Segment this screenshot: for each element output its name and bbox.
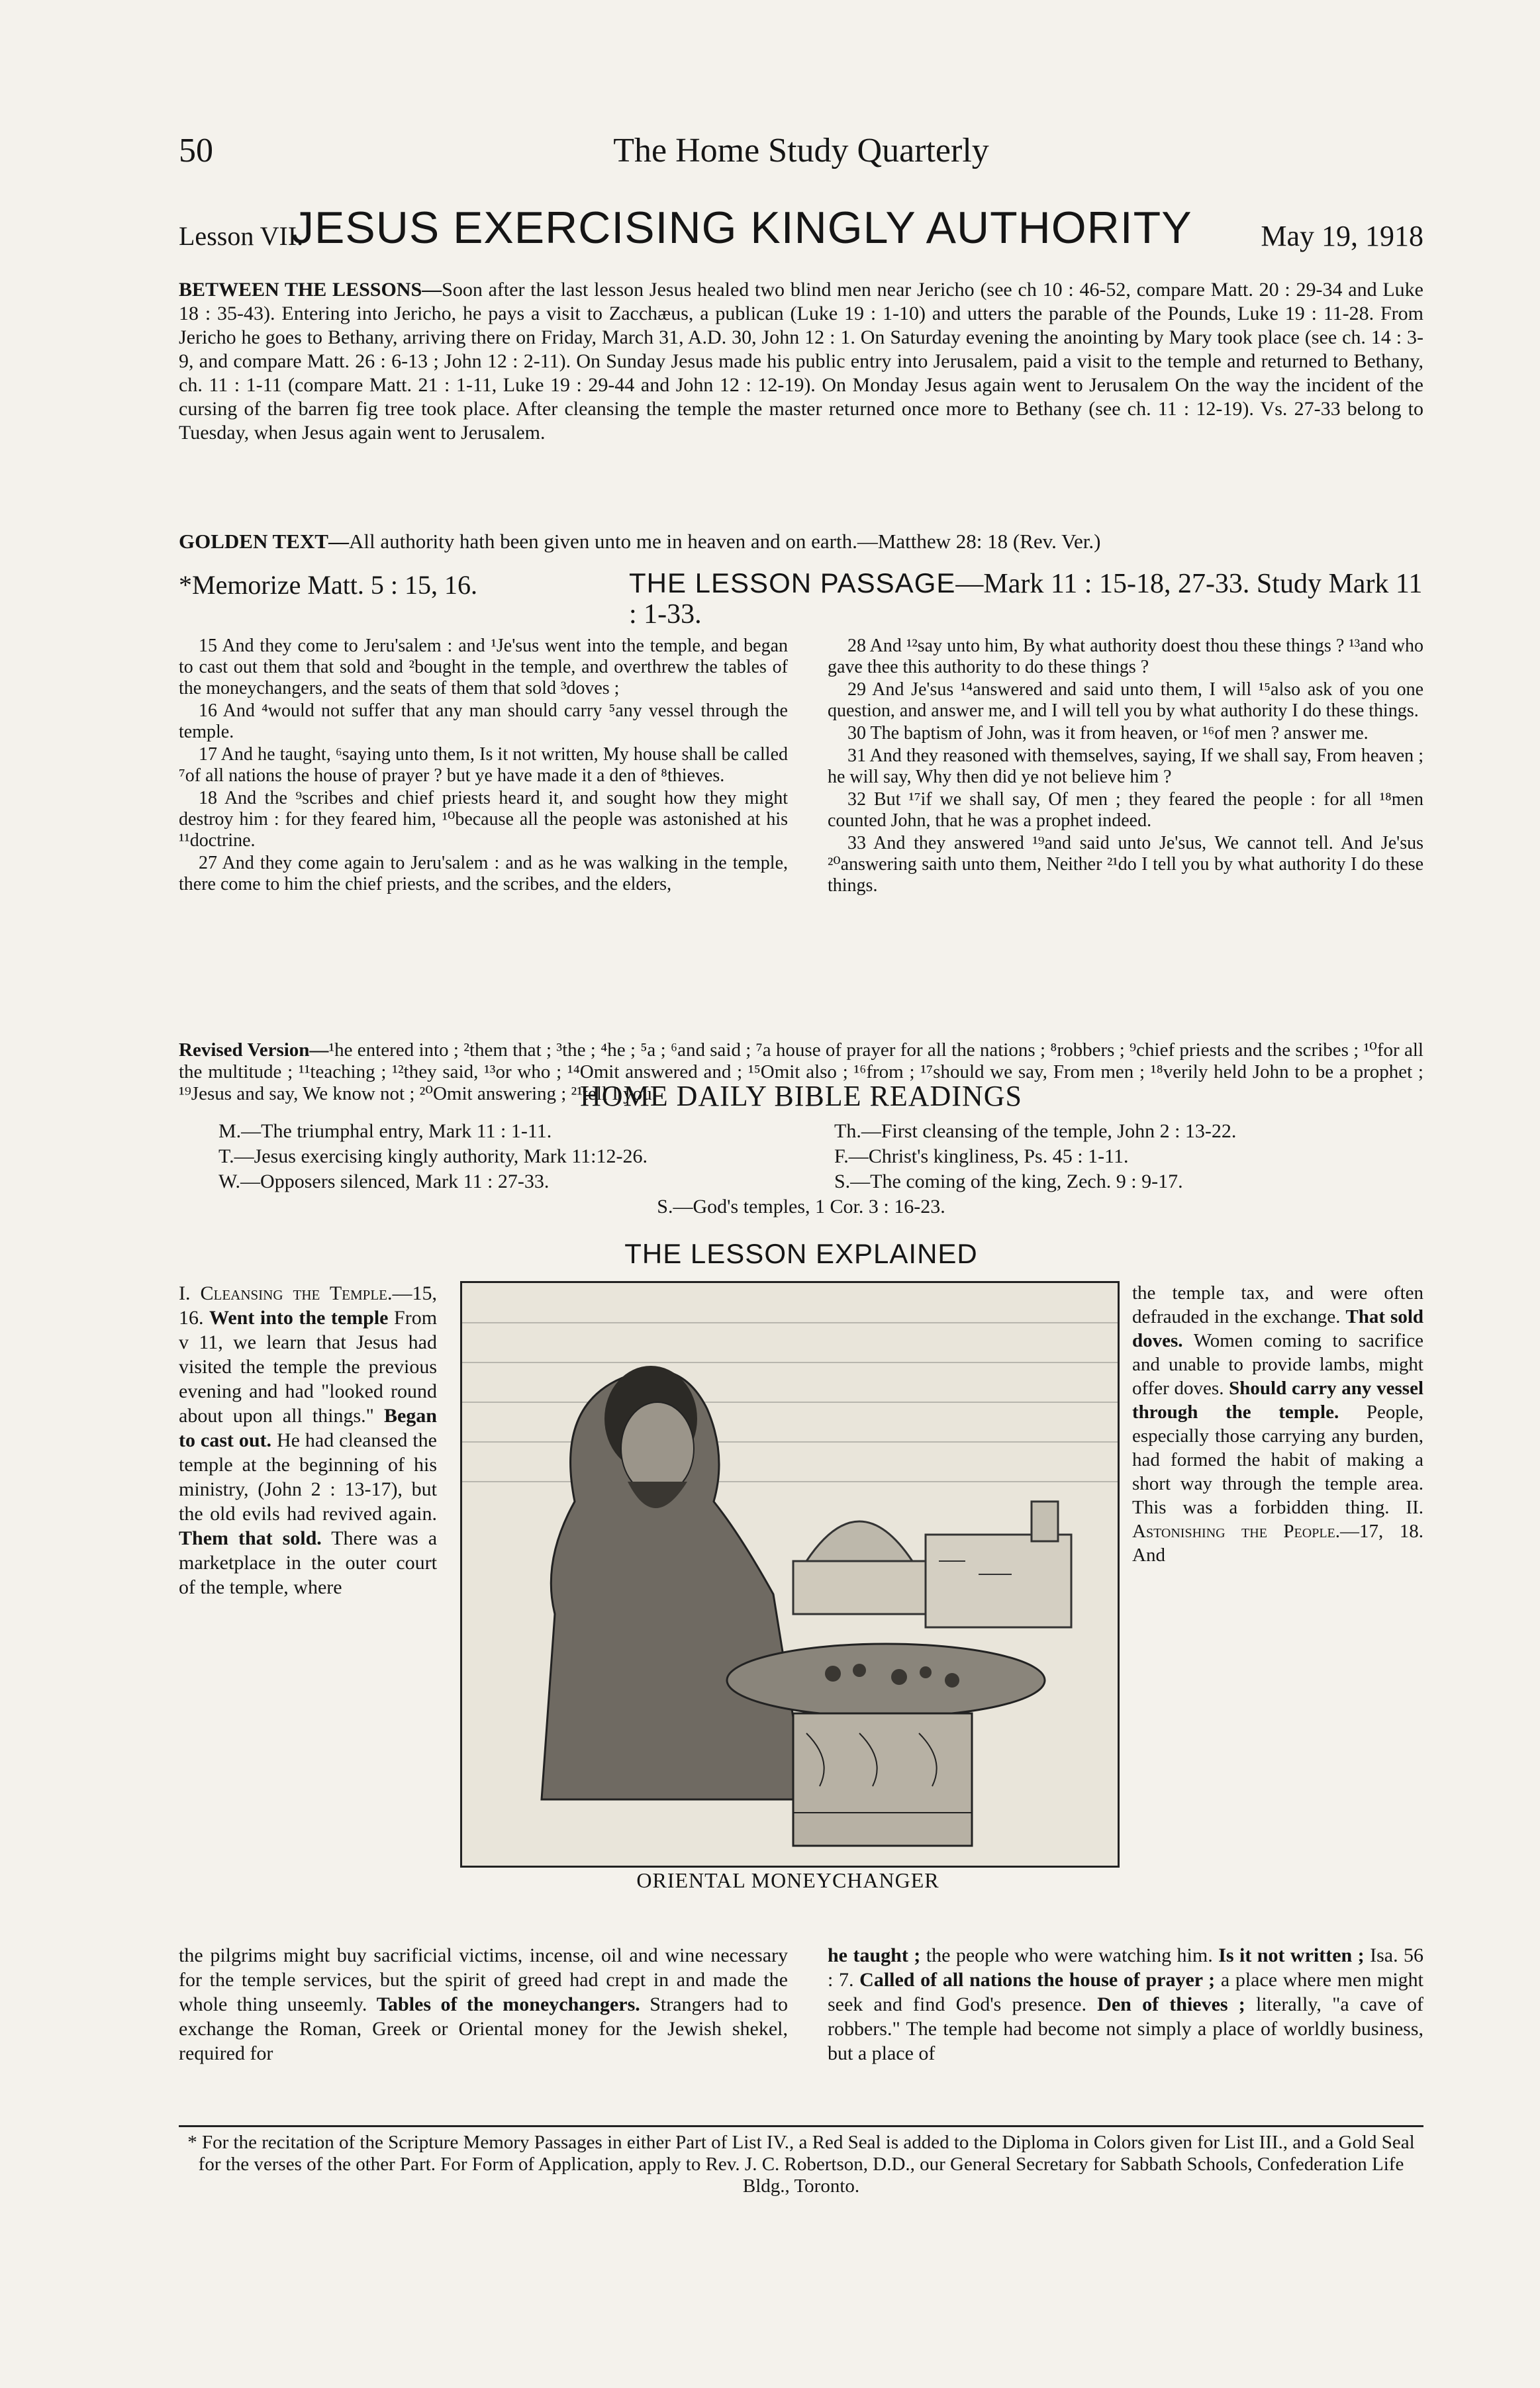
lesson-number: Lesson VII. <box>179 221 304 251</box>
memorize-note: *Memorize Matt. 5 : 15, 16. <box>179 570 478 600</box>
comment-text: literally, "a cave of robbers." The temple had become not simply a place of worldly business, but a place of <box>828 1993 1423 2064</box>
reading-monday: M.—The triumphal entry, Mark 11 : 1-11. <box>218 1120 552 1142</box>
running-head <box>179 126 1423 179</box>
explained-lower-right <box>828 1943 1423 2066</box>
lesson-date: May 19, 1918 <box>1261 220 1423 252</box>
comment-text: And <box>1132 1545 1165 1566</box>
golden-body: All authority hath been given unto me in heaven and on earth.—Matthew 28: 18 (Rev. Ver.) <box>348 530 1101 553</box>
comment-text: a place where men might seek and find God's presence. <box>828 1969 1423 2015</box>
reading-sunday: S.—God's temples, 1 Cor. 3 : 16-23. <box>657 1196 945 1218</box>
verse: 33 And they answered ¹⁹and said unto Je'sus, We cannot tell. And Je'sus ²⁰answering saith unto them, Neither ²¹do I tell you by what authority I do these things. <box>828 833 1423 896</box>
passage-caps: THE LESSON PASSAGE <box>629 567 956 598</box>
comment-keyword: Began to cast out. <box>179 1405 437 1451</box>
comment-keyword: Den of thieves ; <box>1097 1993 1245 2015</box>
lesson-heading <box>179 202 1423 262</box>
passage-reference: —Mark 11 : 15-18, 27-33. Study Mark 11 : 1-33. <box>629 569 1423 630</box>
verse: 27 And they come again to Jeru'salem : and as he was walking in the temple, there come to him the chief priests, and the scribes, and the elders, <box>179 853 788 894</box>
comment-text: Isa. 56 : 7. <box>828 1944 1424 1991</box>
section-heading: II. Astonishing the People.—17, 18. <box>1132 1497 1423 1542</box>
comment-text: Women coming to sacrifice and unable to provide lambs, might offer doves. <box>1132 1330 1423 1399</box>
comment-keyword: That sold doves. <box>1132 1306 1423 1351</box>
explained-lower-left <box>179 1943 788 2066</box>
comment-keyword: Is it not written ; <box>1218 1944 1365 1966</box>
golden-text <box>179 530 1423 553</box>
comment-keyword: Called of all nations the house of prayer ; <box>859 1969 1216 1991</box>
explained-left-column <box>179 1281 437 1600</box>
verse: 31 And they reasoned with themselves, saying, If we shall say, From heaven ; he will say, Why then did ye not believe him ? <box>828 745 1423 787</box>
readings-title: HOME DAILY BIBLE READINGS <box>580 1080 1022 1112</box>
verse: 32 But ¹⁷if we shall say, Of men ; they feared the people : for all ¹⁸men counted John, that he was a prophet indeed. <box>828 789 1423 831</box>
page-number: 50 <box>179 132 213 169</box>
reading-wednesday: W.—Opposers silenced, Mark 11 : 27-33. <box>218 1170 550 1192</box>
comment-keyword: he taught ; <box>828 1944 921 1966</box>
engraving-image <box>462 1283 1118 1866</box>
comment-text: People, especially those carrying any burden, had formed the habit of making a short way through the temple area. This was a forbidden thing. <box>1132 1402 1423 1518</box>
between-the-lessons <box>179 278 1423 445</box>
revised-lead: Revised Version— <box>179 1039 329 1061</box>
verse: 30 The baptism of John, was it from heaven, or ¹⁶of men ? answer me. <box>847 723 1369 743</box>
between-lead: BETWEEN THE LESSONS— <box>179 279 442 301</box>
verse: 15 And they come to Jeru'salem : and ¹Je'sus went into the temple, and began to cast out them that sold and ²bought in the temple, and overthrew the tables of the moneychangers, and the seats of them that sold ³doves ; <box>179 636 788 698</box>
verses-left-column <box>179 636 788 896</box>
reading-friday: F.—Christ's kingliness, Ps. 45 : 1-11. <box>834 1145 1129 1167</box>
lesson-explained-title: THE LESSON EXPLAINED <box>624 1238 978 1269</box>
verse: 16 And ⁴would not suffer that any man should carry ⁵any vessel through the temple. <box>179 700 788 742</box>
verse: 28 And ¹²say unto him, By what authority doest thou these things ? ¹³and who gave thee this authority to do these things ? <box>828 636 1423 677</box>
footnote-rule <box>179 2125 1423 2127</box>
explained-right-column <box>1132 1281 1423 1567</box>
reading-saturday: S.—The coming of the king, Zech. 9 : 9-17. <box>834 1170 1183 1192</box>
verse: 18 And the ⁹scribes and chief priests heard it, and sought how they might destroy him : for they feared him, ¹⁰because all the people was astonished at his ¹¹doctrine. <box>179 788 788 851</box>
comment-text: Strangers had to exchange the Roman, Greek or Oriental money for the Jewish shekel, required for <box>179 1993 788 2064</box>
verse: 29 And Je'sus ¹⁴answered and said unto them, I will ¹⁵also ask of you one question, and answer me, and I will tell you by what authority I do these things. <box>828 679 1423 721</box>
comment-text: the temple tax, and were often defrauded in the exchange. <box>1132 1282 1423 1327</box>
verses-right-column <box>828 636 1423 898</box>
comment-text: He had cleansed the temple at the beginning of his ministry, (John 2 : 13-17), but the old evils had revived again. <box>179 1429 437 1525</box>
section-heading: I. Cleansing the Temple.—15, 16. <box>179 1282 437 1329</box>
footnote: * For the recitation of the Scripture Memory Passages in either Part of List IV., a Red Seal is added to the Diploma in Colors given for List III., and a Gold Seal for the verses of the other Part. For Form of Application, apply to Rev. J. C. Robertson, D.D., our General Secretary for Sabbath Schools, Confederation Life Bldg., Toronto. <box>187 2132 1415 2197</box>
figure-caption: ORIENTAL MONEYCHANGER <box>636 1868 939 1892</box>
reading-thursday: Th.—First cleansing of the temple, John 2 : 13-22. <box>834 1120 1237 1142</box>
moneychanger-illustration <box>460 1281 1120 1868</box>
reading-tuesday: T.—Jesus exercising kingly authority, Mark 11:12-26. <box>218 1145 648 1167</box>
comment-keyword: Went into the temple <box>209 1307 389 1329</box>
comment-text: From v 11, we learn that Jesus had visited the temple the previous evening and had "looked round about upon all things." <box>179 1307 438 1427</box>
lesson-title: JESUS EXERCISING KINGLY AUTHORITY <box>291 203 1192 253</box>
golden-lead: GOLDEN TEXT— <box>179 530 349 553</box>
revised-text: ¹he entered into ; ²them that ; ³the ; ⁴he ; ⁵a ; ⁶and said ; ⁷a house of prayer for all the nations ; ⁸robbers ; ⁹chief priests and the scribes ; ¹⁰for all the multitude ; ¹¹teaching ; ¹²they said, ¹³or who ; ¹⁴Omit answered and ; ¹⁵Omit also ; ¹⁶from ; ¹⁷should we say, From men ; ¹⁸verily held John to be a prophet ; ¹⁹Jesus and say, We know not ; ²⁰Omit answering ; ²¹tell I you. <box>179 1039 1423 1104</box>
verse: 17 And he taught, ⁶saying unto them, Is it not written, My house shall be called ⁷of all nations the house of prayer ? but ye have made it a den of ⁸thieves. <box>179 744 788 786</box>
comment-keyword: Tables of the moneychangers. <box>376 1993 640 2015</box>
between-text: Soon after the last lesson Jesus healed two blind men near Jericho (see ch 10 : 46-52, compare Matt. 20 : 29-34 and Luke 18 : 35-43). Entering into Jericho, he pays a visit to Zacchæus, a publican (Luke 19 : 1-10) and utters the parable of the Pounds, Luke 19 : 11-28. From Jericho he goes to Bethany, arriving there on Friday, March 31, A.D. 30, John 12 : 1. On Saturday evening the anointing by Mary took place (see ch. 14 : 3-9, and compare Matt. 26 : 6-13 ; John 12 : 2-11). On Sunday Jesus made his public entry into Jerusalem, paid a visit to the temple and returned to Bethany, ch. 11 : 1-11 (compare Matt. 21 : 1-11, Luke 19 : 29-44 and John 12 : 12-19). On Monday Jesus again went to Jerusalem On the way the incident of the cursing of the barren fig tree took place. After cleansing the temple the master returned once more to Bethany (see ch. 11 : 12-19). Vs. 27-33 belong to Tuesday, when Jesus again went to Jerusalem. <box>179 279 1423 444</box>
lesson-passage-title <box>629 568 1423 630</box>
comment-keyword: Should carry any vessel through the temple. <box>1132 1378 1424 1423</box>
comment-text: There was a marketplace in the outer court of the temple, where <box>179 1527 438 1598</box>
comment-keyword: Them that sold. <box>179 1527 322 1549</box>
comment-text: the pilgrims might buy sacrificial victims, incense, oil and wine necessary for the temple services, but the spirit of greed had crept in and made the whole thing unseemly. <box>179 1944 788 2015</box>
comment-text: the people who were watching him. <box>926 1944 1213 1966</box>
journal-title: The Home Study Quarterly <box>613 132 989 169</box>
